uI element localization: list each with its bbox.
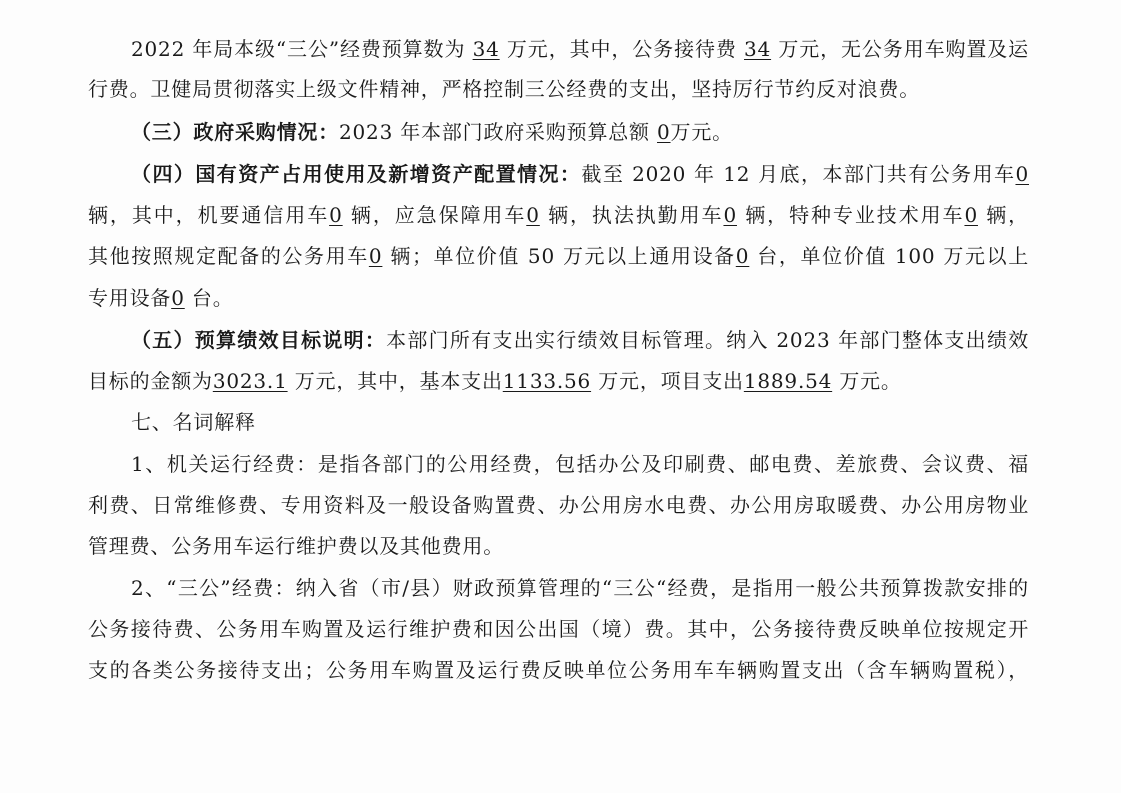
- count-value: 0: [171, 286, 185, 310]
- section-5-label: （五）预算绩效目标说明：: [131, 328, 387, 352]
- text-segment: 辆；单位价值 50 万元以上通用设备: [382, 244, 736, 268]
- text-segment: 万元，无公务用车购置及运: [771, 37, 1029, 61]
- text-segment: 辆，: [977, 203, 1029, 227]
- section-4-line-1: [131, 159, 1029, 189]
- text-segment: 目标的金额为: [88, 369, 213, 393]
- section-4-label: （四）国有资产占用使用及新增资产配置情况：: [131, 162, 582, 186]
- item-1-line-1: 1、机关运行经费：是指各部门的公用经费，包括办公及印刷费、邮电费、差旅费、会议费、福: [131, 452, 1029, 476]
- text-segment: 2022 年局本级“三公”经费预算数为: [131, 37, 473, 61]
- item-1-line-3: 管理费、公务用车运行维护费以及其他费用。: [88, 534, 504, 558]
- text-segment: 本部门所有支出实行绩效目标管理。纳入 2023 年部门整体支出绩效: [386, 328, 1029, 352]
- count-value: 0: [964, 203, 978, 227]
- text-segment: 专用设备: [88, 286, 172, 310]
- text-segment: 万元。: [832, 369, 902, 393]
- amount-value: 1889.54: [743, 369, 833, 393]
- text-segment: 万元。: [670, 120, 733, 144]
- text-segment: 2023 年本部门政府采购预算总额: [339, 120, 658, 144]
- item-1-line-2: 利费、日常维修费、专用资料及一般设备购置费、办公用房水电费、办公用房取暖费、办公用房物业: [88, 493, 1029, 517]
- section-5-line-2: [88, 366, 1029, 396]
- amount-value: 34: [472, 37, 500, 61]
- three-public-line-2: 行费。卫健局贯彻落实上级文件精神，严格控制三公经费的支出，坚持厉行节约反对浪费。: [88, 77, 920, 101]
- section-3-line: [131, 117, 1029, 147]
- section-4-line-3: [88, 241, 1029, 271]
- item-2-line-2: 公务接待费、公务用车购置及运行维护费和因公出国（境）费。其中，公务接待费反映单位按规定开: [88, 617, 1029, 641]
- section-3-label: （三）政府采购情况：: [131, 120, 339, 144]
- count-value: 0: [368, 244, 383, 268]
- text-segment: 辆，其中，机要通信用车: [88, 203, 330, 227]
- item-2-line-3: 支的各类公务接待支出；公务用车购置及运行费反映单位公务用车车辆购置支出（含车辆购置税），: [88, 658, 1029, 682]
- count-value: 0: [723, 203, 737, 227]
- text-segment: 万元，项目支出: [591, 369, 744, 393]
- item-2-line-1: 2、“三公”经费：纳入省（市/县）财政预算管理的“三公“经费，是指用一般公共预算拨款安排的: [131, 576, 1029, 600]
- count-value: 0: [329, 203, 343, 227]
- amount-value: 0: [657, 120, 671, 144]
- section-4-line-4: [88, 283, 1029, 313]
- section-5-line-1: [131, 325, 1029, 355]
- text-segment: 其他按照规定配备的公务用车: [88, 244, 369, 268]
- text-segment: 台。: [184, 286, 234, 310]
- count-value: 0: [1015, 162, 1029, 186]
- text-segment: 万元，其中，基本支出: [287, 369, 503, 393]
- text-segment: 台，单位价值 100 万元以上: [749, 244, 1029, 268]
- section-4-line-2: [88, 200, 1029, 230]
- text-segment: 辆，执法执勤用车: [539, 203, 724, 227]
- text-segment: 截至 2020 年 12 月底，本部门共有公务用车: [581, 162, 1016, 186]
- three-public-line-1: [131, 34, 1029, 64]
- count-value: 0: [735, 244, 750, 268]
- amount-value: 1133.56: [502, 369, 592, 393]
- count-value: 0: [526, 203, 540, 227]
- section-7-heading: 七、名词解释: [131, 410, 256, 434]
- amount-value: 34: [744, 37, 772, 61]
- amount-value: 3023.1: [212, 369, 288, 393]
- text-segment: 辆，应急保障用车: [342, 203, 527, 227]
- text-segment: 辆，特种专业技术用车: [736, 203, 965, 227]
- text-segment: 万元，其中，公务接待费: [499, 37, 745, 61]
